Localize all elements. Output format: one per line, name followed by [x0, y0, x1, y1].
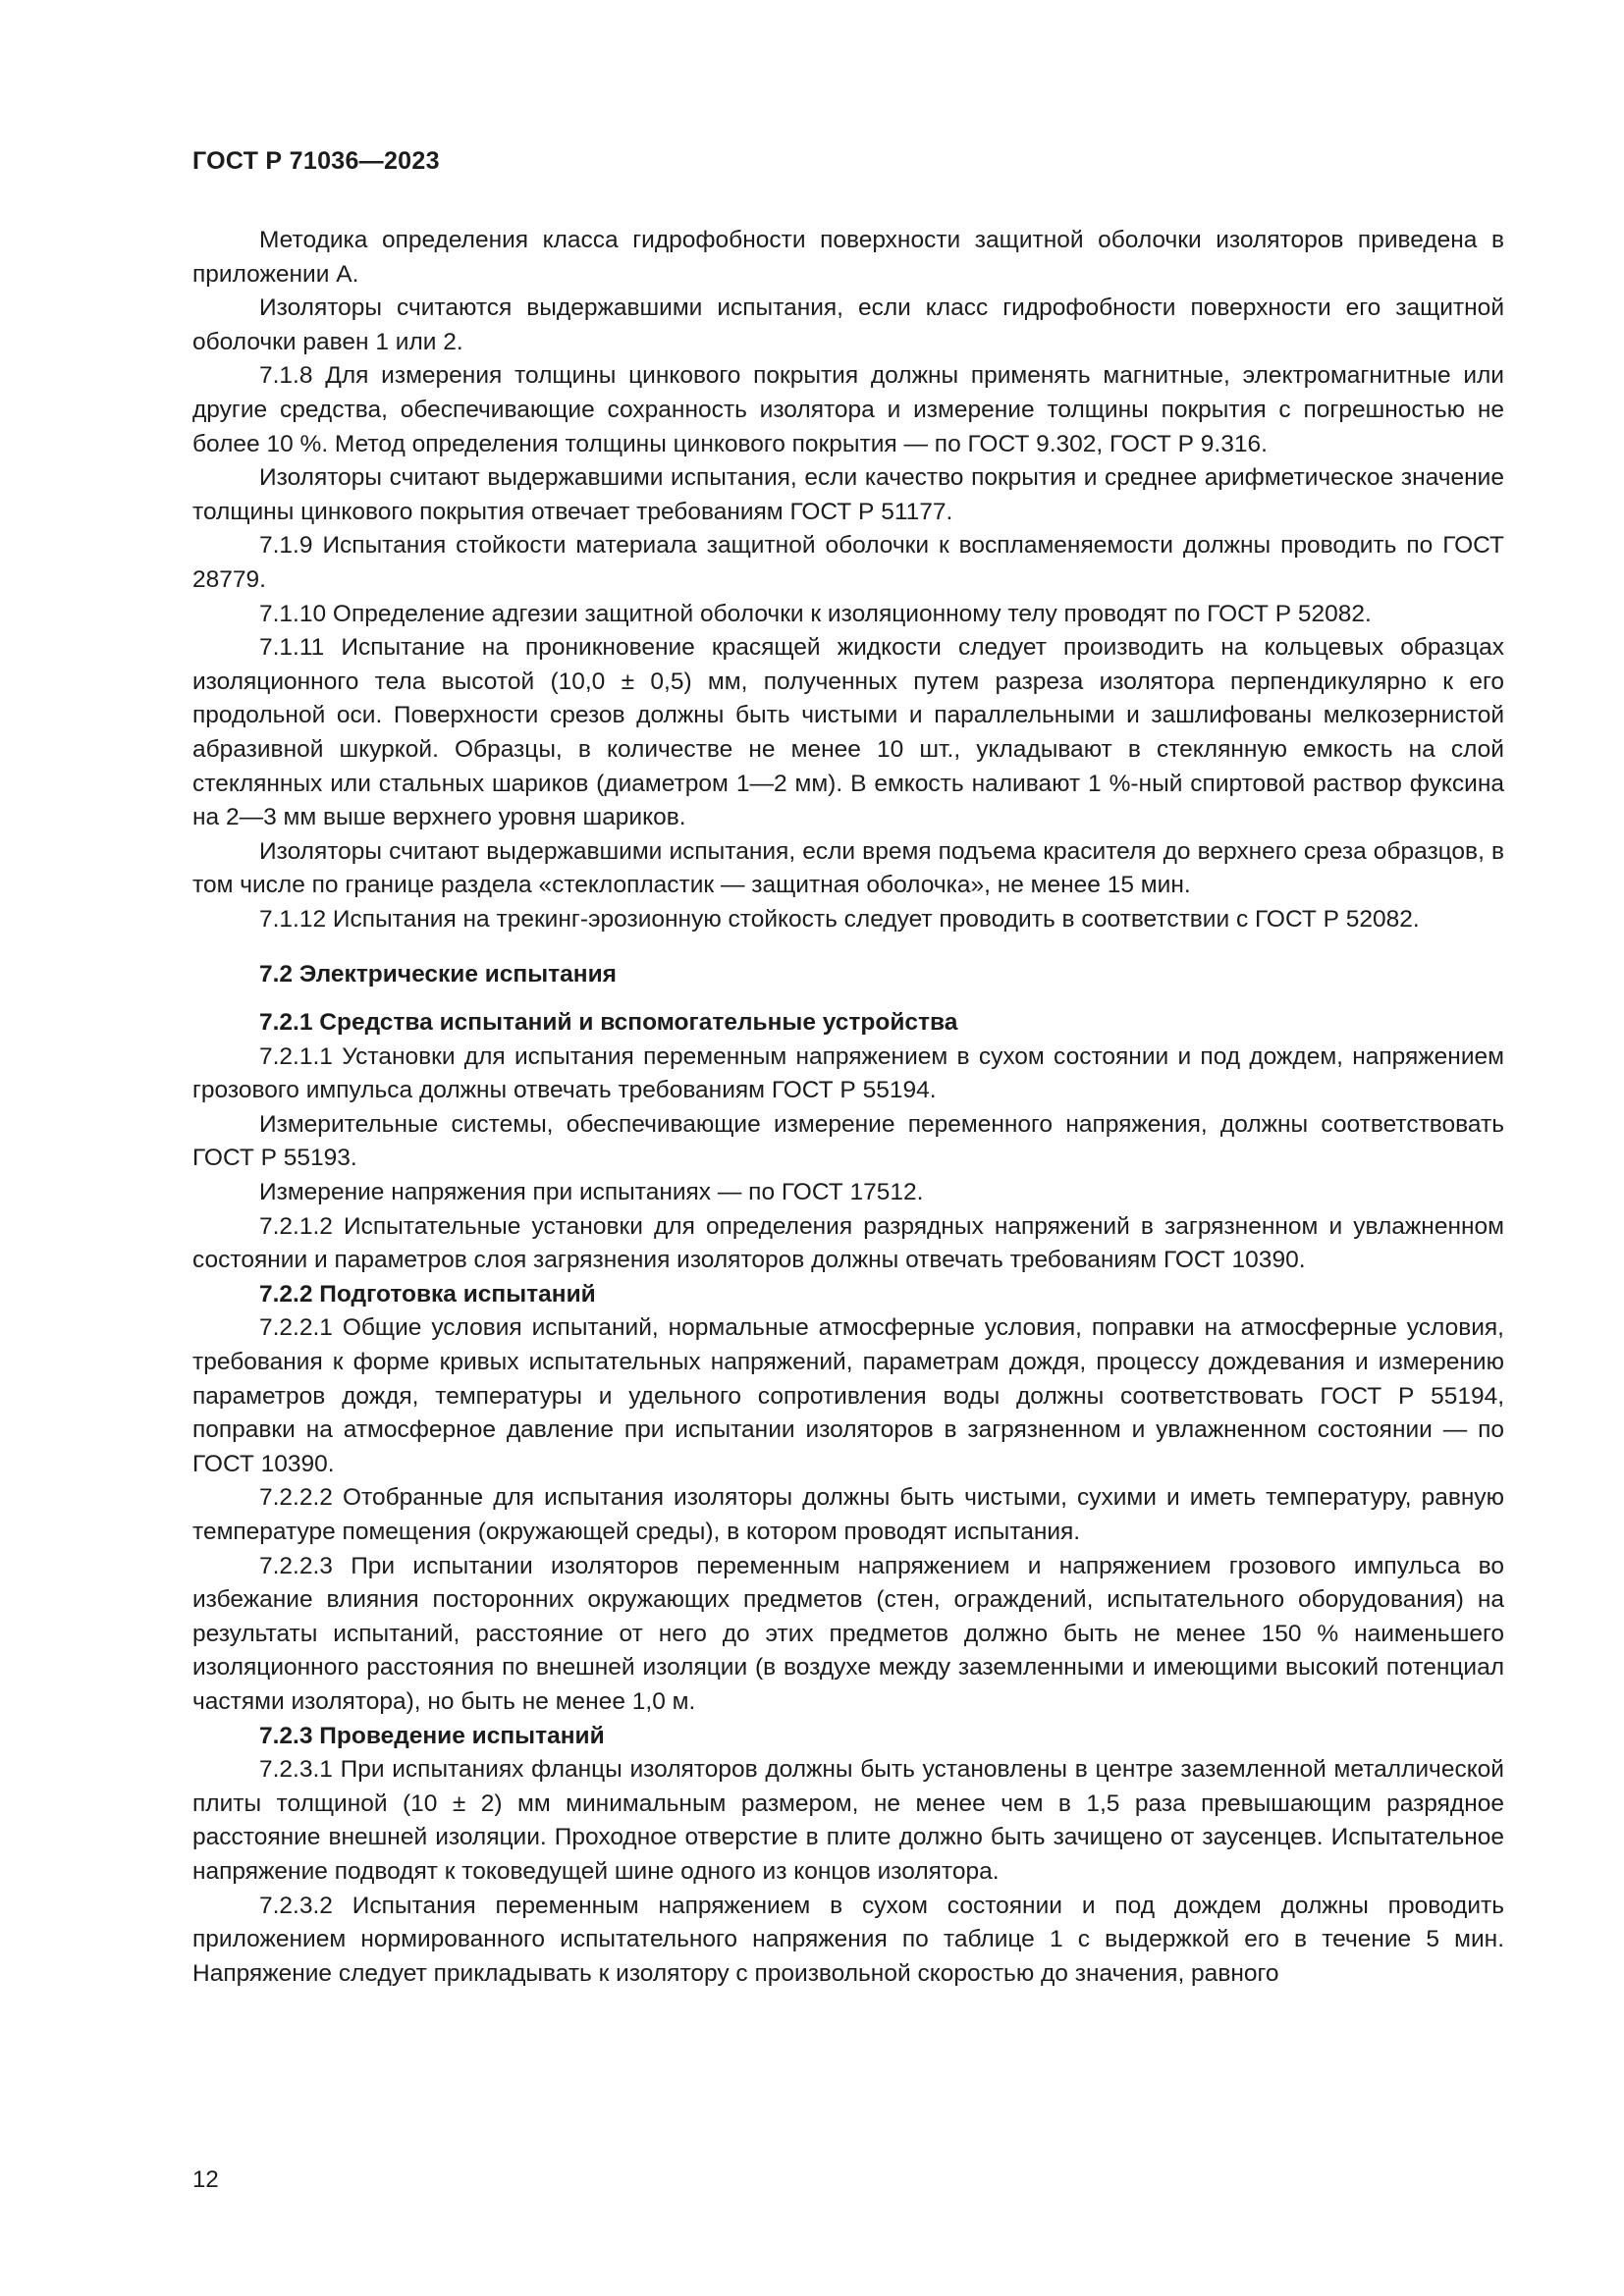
paragraph: 7.1.11 Испытание на проникновение красящей жидкости следует производить на кольцевых образцах изоляционного тела высотой (10,0 ± 0,5) мм, полученных путем разреза изолятора перпендикулярно к его продольной оси. Поверхности срезов должны быть чистыми и параллельными и зашлифованы мелкозернистой абразивной шкуркой. Образцы, в количестве не менее 10 шт., укладывают в стеклянную емкость на слой стеклянных или стальных шариков (диаметром 1—2 мм). В емкость наливают 1 %-ный спиртовой раствор фуксина на 2—3 мм выше верхнего уровня шариков.	[192, 634, 1504, 831]
paragraph: 7.2.1.1 Установки для испытания переменным напряжением в сухом состоянии и под дождем, напряжением грозового импульса должны отвечать требованиям ГОСТ Р 55194.	[192, 1042, 1504, 1104]
paragraph: Измерение напряжения при испытаниях — по ГОСТ 17512.	[259, 1179, 924, 1206]
section-heading: 7.2 Электрические испытания	[259, 961, 617, 988]
paragraph: 7.2.3.1 При испытаниях фланцы изоляторов должны быть установлены в центре заземленной металлической плиты толщиной (10 ± 2) мм минимальным размером, не менее чем в 1,5 раза превышающим разрядное расстояние внешней изоляции. Проходное отверстие в плите должно быть зачищено от заусенцев. Испытательное напряжение подводят к токоведущей шине одного из концов изолятора.	[192, 1756, 1504, 1885]
subsection-heading: 7.2.2 Подготовка испытаний	[259, 1280, 596, 1308]
paragraph: 7.2.2.1 Общие условия испытаний, нормальные атмосферные условия, поправки на атмосферные условия, требования к форме кривых испытательных напряжений, параметрам дождя, процессу дождевания и измерению параметров дождя, температуры и удельного сопротивления воды должны соответствовать ГОСТ Р 55194, поправки на атмосферное давление при испытании изоляторов в загрязненном и увлажненном состоянии — по ГОСТ 10390.	[192, 1314, 1504, 1477]
paragraph: Методика определения класса гидрофобности поверхности защитной оболочки изоляторов приведена в приложении А.	[192, 227, 1504, 288]
paragraph: 7.2.2.2 Отобранные для испытания изоляторы должны быть чистыми, сухими и иметь температуру, равную температуре помещения (окружающей среды), в котором проводят испытания.	[192, 1484, 1504, 1545]
paragraph: 7.2.1.2 Испытательные установки для определения разрядных напряжений в загрязненном и увлажненном состоянии и параметров слоя загрязнения изоляторов должны отвечать требованиям ГОСТ 10390.	[192, 1212, 1504, 1274]
subsection-heading: 7.2.1 Средства испытаний и вспомогательные устройства	[259, 1009, 958, 1037]
paragraph: Измерительные системы, обеспечивающие измерение переменного напряжения, должны соответствовать ГОСТ Р 55193.	[192, 1110, 1504, 1172]
paragraph: 7.1.10 Определение адгезии защитной оболочки к изоляционному телу проводят по ГОСТ Р 52082.	[259, 600, 1372, 627]
page-number: 12	[192, 2166, 219, 2193]
paragraph: 7.1.9 Испытания стойкости материала защитной оболочки к воспламеняемости должны проводить по ГОСТ 28779.	[192, 532, 1504, 593]
page-body	[192, 224, 1504, 1991]
paragraph: 7.2.2.3 При испытании изоляторов переменным напряжением и напряжением грозового импульса во избежание влияния посторонних окружающих предметов (стен, ограждений, испытательного оборудования) на результаты испытаний, расстояние от него до этих предметов должно быть не менее 150 % наименьшего изоляционного расстояния по внешней изоляции (в воздухе между заземленными и имеющими высокий потенциал частями изолятора), но быть не менее 1,0 м.	[192, 1552, 1504, 1715]
paragraph: Изоляторы считают выдержавшими испытания, если качество покрытия и среднее арифметическое значение толщины цинкового покрытия отвечает требованиям ГОСТ Р 51177.	[192, 464, 1504, 525]
paragraph: Изоляторы считают выдержавшими испытания, если время подъема красителя до верхнего среза образцов, в том числе по границе раздела «стеклопластик — защитная оболочка», не менее 15 мин.	[192, 837, 1504, 899]
paragraph: Изоляторы считаются выдержавшими испытания, если класс гидрофобности поверхности его защитной оболочки равен 1 или 2.	[192, 294, 1504, 355]
document-header: ГОСТ Р 71036—2023	[192, 147, 440, 175]
paragraph: 7.1.12 Испытания на трекинг-эрозионную стойкость следует проводить в соответствии с ГОСТ Р 52082.	[259, 905, 1420, 933]
subsection-heading: 7.2.3 Проведение испытаний	[259, 1722, 605, 1749]
paragraph: 7.2.3.2 Испытания переменным напряжением в сухом состоянии и под дождем должны проводить приложением нормированного испытательного напряжения по таблице 1 с выдержкой его в течение 5 мин. Напряжение следует прикладывать к изолятору с произвольной скоростью до значения, равного	[192, 1892, 1504, 1987]
paragraph: 7.1.8 Для измерения толщины цинкового покрытия должны применять магнитные, электромагнитные или другие средства, обеспечивающие сохранность изолятора и измерение толщины покрытия с погрешностью не более 10 %. Метод определения толщины цинкового покрытия — по ГОСТ 9.302, ГОСТ Р 9.316.	[192, 362, 1504, 457]
